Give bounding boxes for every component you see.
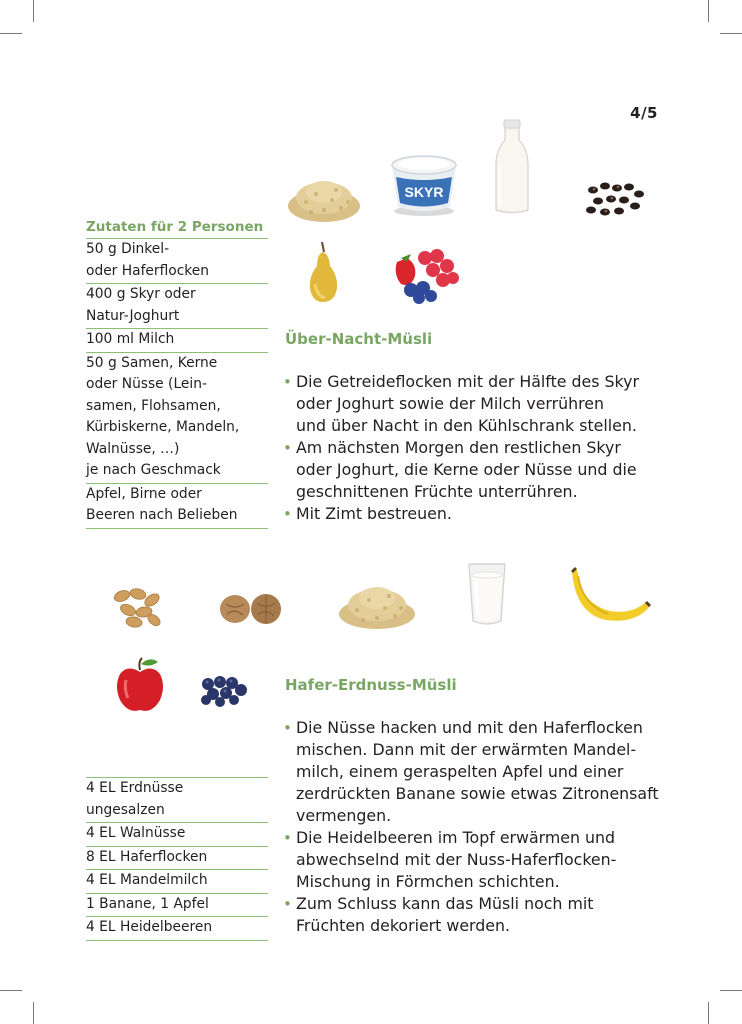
ingredient-line: oder Nüsse (Lein- xyxy=(86,376,207,392)
ingredients-list-recipe1 xyxy=(86,217,268,529)
banana-icon xyxy=(566,566,652,624)
crop-mark xyxy=(720,990,742,991)
ingredient-line: Natur-Joghurt xyxy=(86,307,180,324)
step-line: milch, einem geraspelten Apfel und einer xyxy=(296,762,624,781)
skyr-cup-icon xyxy=(388,153,460,217)
ingredient-line: 100 ml Milch xyxy=(86,331,175,347)
ingredient-item xyxy=(86,917,268,941)
ingredient-line: oder Haferflocken xyxy=(86,262,210,279)
bullet-icon: • xyxy=(283,505,292,523)
bullet-icon: • xyxy=(283,829,292,847)
ingredient-line: Apfel, Birne oder xyxy=(86,485,202,502)
step-line: zerdrückten Banane sowie etwas Zitronensaft xyxy=(296,784,659,803)
bullet-icon: • xyxy=(283,439,292,457)
blueberries-icon xyxy=(198,672,248,708)
step-line: und über Nacht in den Kühlschrank stellen. xyxy=(296,416,637,435)
step-item xyxy=(283,437,703,503)
step-line: Die Getreideflocken mit der Hälfte des Skyr xyxy=(296,372,639,391)
milk-bottle-icon xyxy=(492,118,532,216)
step-line: Zum Schluss kann das Müsli noch mit xyxy=(296,894,594,913)
step-line: Am nächsten Morgen den restlichen Skyr xyxy=(296,438,621,457)
crop-mark xyxy=(33,0,34,22)
ingredient-line: samen, Flohsamen, xyxy=(86,397,221,414)
ingredient-item xyxy=(86,870,268,894)
step-line: abwechselnd mit der Nuss-Haferflocken- xyxy=(296,850,617,869)
crop-mark xyxy=(708,1002,709,1024)
step-item xyxy=(283,371,703,437)
step-line: Mischung in Förmchen schichten. xyxy=(296,872,560,891)
pear-icon xyxy=(305,240,341,304)
step-line: Die Heidelbeeren im Topf erwärmen und xyxy=(296,828,616,847)
ingredient-line: 50 g Dinkel- xyxy=(86,241,170,257)
step-item xyxy=(283,503,703,525)
step-line: oder Joghurt, die Kerne oder Nüsse und die xyxy=(296,460,637,479)
step-line: Mit Zimt bestreuen. xyxy=(296,504,452,523)
ingredient-line: 4 EL Erdnüsse xyxy=(86,780,184,796)
step-line: Früchten dekoriert werden. xyxy=(296,916,511,935)
ingredient-line: Beeren nach Belieben xyxy=(86,507,238,523)
ingredient-line: je nach Geschmack xyxy=(86,462,221,478)
oats-icon xyxy=(286,172,362,224)
ingredient-item xyxy=(86,484,268,529)
bullet-icon: • xyxy=(283,895,292,913)
crop-mark xyxy=(708,0,709,22)
ingredient-item xyxy=(86,778,268,823)
berries-icon xyxy=(389,244,465,304)
recipe-steps-1 xyxy=(283,371,703,525)
page-number: 4/5 xyxy=(630,104,658,122)
ingredients-list-recipe2 xyxy=(86,777,268,941)
recipe-title: Hafer-Erdnuss-Müsli xyxy=(285,676,457,694)
ingredient-line: 4 EL Walnüsse xyxy=(86,825,186,841)
step-line: oder Joghurt sowie der Milch verrühren xyxy=(296,394,605,413)
ingredients-heading: Zutaten für 2 Personen xyxy=(86,217,268,239)
recipe-steps-2 xyxy=(283,717,703,937)
ingredient-item xyxy=(86,239,268,284)
ingredient-line: 4 EL Mandelmilch xyxy=(86,872,208,888)
ingredient-line: 8 EL Haferflocken xyxy=(86,848,208,865)
crop-mark xyxy=(720,33,742,34)
step-item xyxy=(283,827,703,893)
recipe-title: Über-Nacht-Müsli xyxy=(285,330,433,348)
ingredient-item xyxy=(86,894,268,918)
walnuts-icon xyxy=(218,590,284,626)
bullet-icon: • xyxy=(283,373,292,391)
ingredient-item xyxy=(86,823,268,847)
seeds-icon xyxy=(583,178,647,220)
ingredient-line: 4 EL Heidelbeeren xyxy=(86,919,213,935)
ingredient-item xyxy=(86,847,268,871)
ingredient-item xyxy=(86,329,268,353)
bullet-icon: • xyxy=(283,719,292,737)
peanuts-icon xyxy=(110,584,166,630)
milk-glass-icon xyxy=(466,561,508,627)
ingredient-line: Walnüsse, …) xyxy=(86,440,180,457)
ingredient-item xyxy=(86,284,268,329)
step-line: geschnittenen Früchte unterrühren. xyxy=(296,482,578,501)
skyr-label: SKYR xyxy=(404,184,444,200)
step-line: mischen. Dann mit der erwärmten Mandel- xyxy=(296,740,637,759)
step-line: Die Nüsse hacken und mit den Haferflocken xyxy=(296,718,643,737)
step-item xyxy=(283,893,703,937)
step-line: vermengen. xyxy=(296,806,392,825)
ingredient-line: Kürbiskerne, Mandeln, xyxy=(86,419,240,435)
crop-mark xyxy=(33,1002,34,1024)
ingredient-line: 50 g Samen, Kerne xyxy=(86,354,218,371)
step-item xyxy=(283,717,703,827)
apple-icon xyxy=(114,656,166,714)
ingredient-line: 1 Banane, 1 Apfel xyxy=(86,895,209,912)
ingredient-item xyxy=(86,353,268,484)
crop-mark xyxy=(0,990,22,991)
ingredient-line: 400 g Skyr oder xyxy=(86,286,196,302)
crop-mark xyxy=(0,33,22,34)
ingredient-line: ungesalzen xyxy=(86,801,165,818)
oats-icon xyxy=(337,578,417,630)
